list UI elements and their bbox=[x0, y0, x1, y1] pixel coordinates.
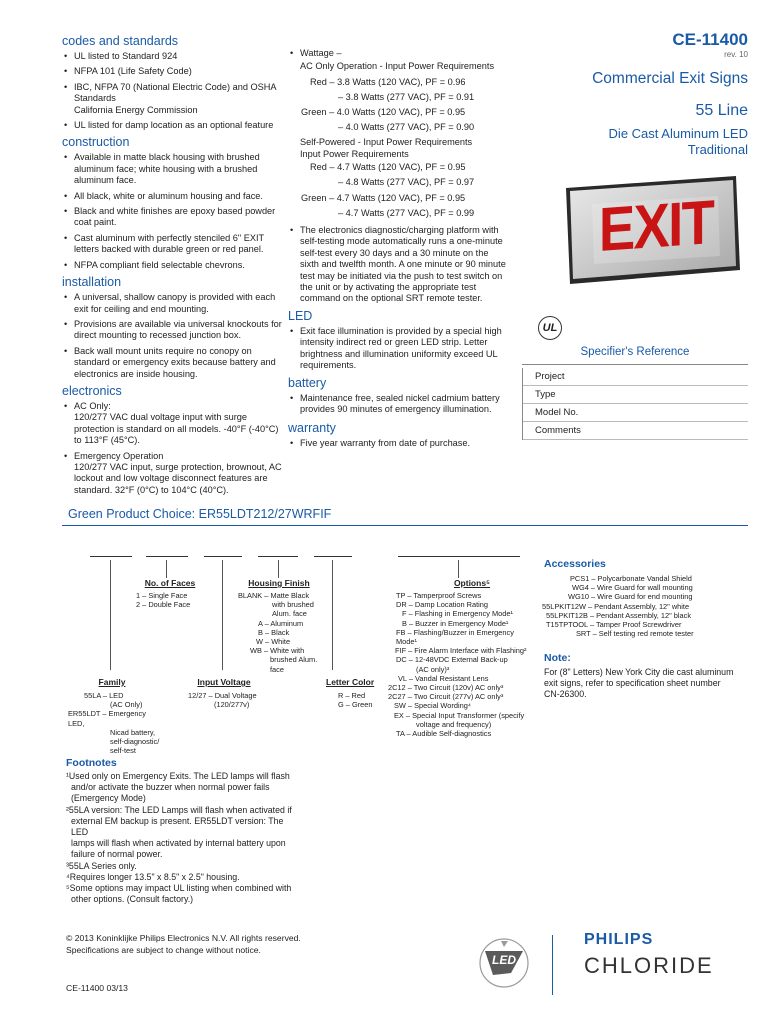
em-text: 120/277 VAC input, surge protection, brownout, AC lockout and low voltage disconnect features are standard. 32°F (0°C) to 104°C (40°C). bbox=[74, 461, 282, 495]
warranty-title: warranty bbox=[288, 421, 336, 436]
green-product-title: Green Product Choice: ER55LDT212/27WRFIF bbox=[68, 507, 332, 521]
spec-title: Specifier's Reference bbox=[522, 346, 748, 365]
sp-row: Red – 4.7 Watts (120 VAC), PF = 0.95 bbox=[310, 162, 466, 173]
option-line: voltage and frequency) bbox=[416, 719, 492, 729]
list-item bbox=[288, 48, 506, 59]
housing-line: Alum. face bbox=[272, 609, 307, 619]
accessory-line: 55LPKIT12W – Pendant Assembly, 12" white bbox=[542, 601, 690, 611]
accessory-line: WG10 – Wire Guard for end mounting bbox=[568, 592, 693, 602]
warranty-list bbox=[288, 438, 506, 449]
green-divider bbox=[62, 525, 748, 526]
ac-row: – 3.8 Watts (277 VAC), PF = 0.91 bbox=[338, 91, 475, 102]
connector-letter bbox=[332, 560, 333, 670]
ac-label: AC Only: bbox=[74, 400, 111, 411]
option-line: VL – Vandal Resistant Lens bbox=[398, 673, 489, 683]
note-text: For (8" Letters) New York City die cast aluminum exit signs, refer to specification sheet number CN-26300. bbox=[544, 667, 734, 700]
led-logo-text: LED bbox=[492, 953, 516, 967]
footnote-line: ⁵Some options may impact UL listing when combined with bbox=[66, 883, 292, 894]
letter-line: G – Green bbox=[338, 700, 373, 710]
footnotes-block bbox=[66, 757, 296, 905]
list-item: • UL listed to Standard 924 bbox=[62, 51, 284, 62]
accessory-line: WG4 – Wire Guard for wall mounting bbox=[572, 583, 693, 593]
product-title: Commercial Exit Signs bbox=[592, 70, 748, 87]
option-line: 2C12 – Two Circuit (120v) AC only³ bbox=[388, 683, 504, 693]
option-line: TP – Tamperproof Screws bbox=[396, 591, 482, 600]
wattage-label: Wattage – bbox=[300, 48, 342, 58]
housing-line: with brushed bbox=[272, 600, 314, 610]
accessory-line: SRT – Self testing red remote tester bbox=[576, 629, 694, 639]
brand-chloride: CHLORIDE bbox=[584, 953, 714, 978]
footer-doc-code: CE-11400 03/13 bbox=[66, 983, 128, 993]
construction-title: construction bbox=[62, 135, 130, 150]
family-line: self-test bbox=[110, 746, 136, 756]
ac-power-head: AC Only Operation - Input Power Requirements bbox=[300, 61, 495, 72]
list-item bbox=[62, 451, 284, 497]
connector-family bbox=[110, 560, 111, 670]
input-line: (120/277v) bbox=[214, 700, 250, 710]
codes-title: codes and standards bbox=[62, 34, 179, 48]
housing-line: W – White bbox=[256, 637, 291, 647]
footnote-line: and/or activate the buzzer when normal power fails bbox=[71, 782, 270, 793]
code-blank-faces bbox=[146, 556, 188, 557]
product-line: 55 Line bbox=[695, 102, 748, 119]
code-blank-voltage bbox=[204, 556, 242, 557]
installation-list bbox=[62, 292, 284, 380]
housing-line: WB – White with bbox=[250, 646, 305, 656]
faces-line: 1 – Single Face bbox=[136, 591, 188, 600]
option-line: (AC only)³ bbox=[416, 664, 450, 674]
footer-divider bbox=[552, 935, 553, 995]
option-line: 2C27 – Two Circuit (277v) AC only³ bbox=[388, 692, 504, 702]
list-item-sub: California Energy Commission bbox=[74, 104, 198, 115]
notice: Specifications are subject to change without notice. bbox=[66, 944, 261, 955]
list-item: • Provisions are available via universal knockouts for direct mounting to recessed junction box. bbox=[62, 319, 284, 342]
header-block bbox=[520, 30, 748, 158]
product-desc-1: Die Cast Aluminum LED bbox=[608, 126, 748, 141]
list-item: • Available in matte black housing with brushed aluminum face; white housing with a brushed aluminum face. bbox=[62, 152, 284, 186]
connector-voltage bbox=[222, 560, 223, 670]
housing-line: B – Black bbox=[258, 627, 290, 637]
accessory-line: 55LPKIT12B – Pendant Assembly, 12" black bbox=[546, 610, 692, 620]
footnote-line: failure of normal power. bbox=[71, 849, 163, 860]
list-item: • Cast aluminum with perfectly stenciled 6" EXIT letters backed with durable green or red panel. bbox=[62, 233, 284, 256]
battery-list bbox=[288, 393, 506, 416]
product-desc-2: Traditional bbox=[687, 142, 748, 157]
option-line: FIF – Fire Alarm Interface with Flashing² bbox=[395, 646, 527, 656]
housing-line: face bbox=[270, 664, 284, 674]
input-line: 12/27 – Dual Voltage bbox=[188, 691, 257, 700]
ul-listed-icon: UL bbox=[538, 316, 562, 340]
faces-block bbox=[130, 578, 210, 609]
list-item: • UL listed for damp location as an optional feature bbox=[62, 120, 284, 131]
ac-row: – 4.0 Watts (277 VAC), PF = 0.90 bbox=[338, 122, 475, 133]
footnotes-title: Footnotes bbox=[66, 757, 117, 769]
list-item bbox=[62, 401, 284, 447]
list-item: • The electronics diagnostic/charging platform with self-testing mode automatically runs a one-minute self-test every 30 days and a 30 minute on the sixth and twelfth month. A one minute or 90 minute test may be initiated via the push to test switch on the unit or by activating the appropriate test command on the optional SRT remote tester. bbox=[288, 225, 506, 305]
footnote-line: external EM backup is present. ER55LDT version: The LED bbox=[71, 815, 284, 838]
exit-letters: EXIT bbox=[598, 188, 714, 265]
ac-text: 120/277 VAC dual voltage input with surge protection is standard on all models. -40°F (-40°C) to 113°F (45°C). bbox=[74, 412, 279, 446]
ac-row: Green – 4.0 Watts (120 VAC), PF = 0.95 bbox=[301, 107, 466, 118]
spec-row-model[interactable]: Model No. bbox=[523, 404, 748, 422]
option-line: TA – Audible Self-diagnostics bbox=[396, 729, 492, 739]
option-line: EX – Special Input Transformer (specify bbox=[394, 710, 525, 720]
list-item bbox=[62, 82, 284, 116]
list-item: • NFPA compliant field selectable chevrons. bbox=[62, 260, 284, 271]
codes-list bbox=[62, 51, 284, 131]
accessory-line: T15TPTOOL – Tamper Proof Screwdriver bbox=[546, 620, 682, 630]
housing-title: Housing Finish bbox=[248, 578, 310, 588]
option-line: F – Flashing in Emergency Mode¹ bbox=[402, 609, 513, 619]
ac-row: Red – 3.8 Watts (120 VAC), PF = 0.96 bbox=[310, 76, 466, 87]
accessories-title: Accessories bbox=[544, 558, 606, 570]
left-column bbox=[62, 34, 284, 500]
housing-line: A – Aluminum bbox=[258, 618, 304, 628]
copyright: © 2013 Koninklijke Philips Electronics N.V. All rights reserved. bbox=[66, 933, 301, 943]
code-blank-letter bbox=[314, 556, 352, 557]
options-list bbox=[384, 591, 530, 738]
electronics-title: electronics bbox=[62, 383, 122, 398]
list-item: • All black, white or aluminum housing and face. bbox=[62, 191, 284, 202]
code-blank-housing bbox=[258, 556, 298, 557]
accessories-block bbox=[538, 558, 748, 700]
sp-row: – 4.7 Watts (277 VAC), PF = 0.99 bbox=[338, 207, 475, 218]
brand-logo bbox=[584, 931, 734, 979]
construction-list bbox=[62, 152, 284, 271]
list-item: • Back wall mount units require no conopy on standard or emergency exits because battery and electronics are inside housing. bbox=[62, 346, 284, 380]
spec-row-type[interactable]: Type bbox=[523, 386, 748, 404]
list-item: • NFPA 101 (Life Safety Code) bbox=[62, 66, 284, 77]
diag-list bbox=[288, 225, 506, 305]
input-title: Input Voltage bbox=[197, 677, 251, 687]
em-label: Emergency Operation bbox=[74, 450, 164, 461]
family-title: Family bbox=[98, 677, 126, 687]
accessory-line: PCS1 – Polycarbonate Vandal Shield bbox=[570, 574, 692, 583]
letter-line: R – Red bbox=[338, 691, 366, 700]
option-line: FB – Flashing/Buzzer in Emergency Mode¹ bbox=[396, 627, 514, 647]
sp-head-1: Self-Powered - Input Power Requirements bbox=[300, 137, 473, 148]
footnote-line: other options. (Consult factory.) bbox=[71, 894, 194, 905]
options-block bbox=[384, 578, 530, 738]
footnote-line: ²55LA version: The LED Lamps will flash when activated if bbox=[66, 804, 292, 815]
footnote-line: ⁴Requires longer 13.5" x 8.5" x 2.5" housing. bbox=[66, 871, 240, 882]
code-blank-family bbox=[90, 556, 132, 557]
footnote-line: ¹Used only on Emergency Exits. The LED lamps will flash bbox=[66, 771, 290, 781]
connector-housing bbox=[278, 560, 279, 578]
code-blank-options bbox=[398, 556, 520, 557]
revision: rev. 10 bbox=[724, 50, 748, 59]
footnote-line: lamps will flash when activated by internal battery upon bbox=[71, 838, 286, 849]
list-item: • Five year warranty from date of purchase. bbox=[288, 438, 506, 449]
option-line: SW – Special Wording⁴ bbox=[394, 701, 471, 711]
led-list bbox=[288, 326, 506, 372]
sp-head-2: Input Power Requirements bbox=[300, 148, 409, 159]
letter-block bbox=[322, 677, 386, 709]
input-block bbox=[184, 677, 264, 709]
electronics-list bbox=[62, 401, 284, 496]
family-line: self-diagnostic/ bbox=[110, 737, 160, 747]
sp-row: Green – 4.7 Watts (120 VAC), PF = 0.95 bbox=[301, 192, 466, 203]
family-line: Nicad battery, bbox=[110, 727, 156, 737]
family-line: 55LA – LED bbox=[84, 691, 124, 700]
option-line: B – Buzzer in Emergency Mode¹ bbox=[402, 618, 509, 628]
housing-line: brushed Alum. bbox=[270, 655, 318, 665]
footer-legal bbox=[66, 933, 366, 956]
sp-row: – 4.8 Watts (277 VAC), PF = 0.97 bbox=[338, 177, 475, 188]
list-item: • Maintenance free, sealed nickel cadmium battery provides 90 minutes of emergency illumination. bbox=[288, 393, 506, 416]
letter-title: Letter Color bbox=[326, 677, 375, 687]
faces-line: 2 – Double Face bbox=[136, 600, 191, 610]
footnote-line: ³55LA Series only. bbox=[66, 860, 137, 871]
housing-block bbox=[234, 578, 324, 674]
accessories-list bbox=[538, 574, 748, 638]
connector-options bbox=[458, 560, 459, 578]
sp-power-head bbox=[288, 137, 506, 160]
footnote-line: (Emergency Mode) bbox=[71, 793, 146, 804]
brand-philips: PHILIPS bbox=[584, 931, 654, 948]
list-item-text: IBC, NFPA 70 (National Electric Code) and OSHA Standards bbox=[74, 81, 277, 104]
faces-title: No. of Faces bbox=[144, 578, 196, 588]
options-title: Options⁵ bbox=[453, 578, 491, 588]
led-title: LED bbox=[288, 308, 313, 323]
list-item: • A universal, shallow canopy is provided with each exit for ceiling and end mounting. bbox=[62, 292, 284, 315]
wattage-list bbox=[288, 48, 506, 59]
specifier-reference bbox=[522, 346, 748, 440]
middle-column bbox=[288, 48, 506, 454]
installation-title: installation bbox=[62, 275, 122, 290]
option-line: DR – Damp Location Rating bbox=[396, 600, 489, 610]
spec-rows bbox=[522, 368, 748, 440]
housing-line: BLANK – Matte Black bbox=[238, 591, 310, 600]
connector-faces bbox=[166, 560, 167, 578]
list-item: • Exit face illumination is provided by a special high intensity indirect red or green LED strip. Letter brightness and illumination uniformity exceed UL requirements. bbox=[288, 326, 506, 372]
option-line: DC – 12-48VDC External Back-up bbox=[396, 655, 508, 665]
family-block bbox=[64, 677, 160, 755]
list-item: • Black and white finishes are epoxy based powder coat paint. bbox=[62, 206, 284, 229]
family-line: ER55LDT – Emergency LED, bbox=[68, 709, 146, 728]
exit-sign-image bbox=[558, 174, 748, 286]
spec-row-project[interactable]: Project bbox=[523, 368, 748, 386]
battery-title: battery bbox=[288, 375, 327, 390]
doc-code: CE-11400 bbox=[672, 30, 748, 49]
note-title: Note: bbox=[544, 652, 571, 665]
led-logo bbox=[471, 935, 537, 991]
spec-row-comments[interactable]: Comments bbox=[523, 422, 748, 440]
family-line: (AC Only) bbox=[110, 700, 143, 710]
